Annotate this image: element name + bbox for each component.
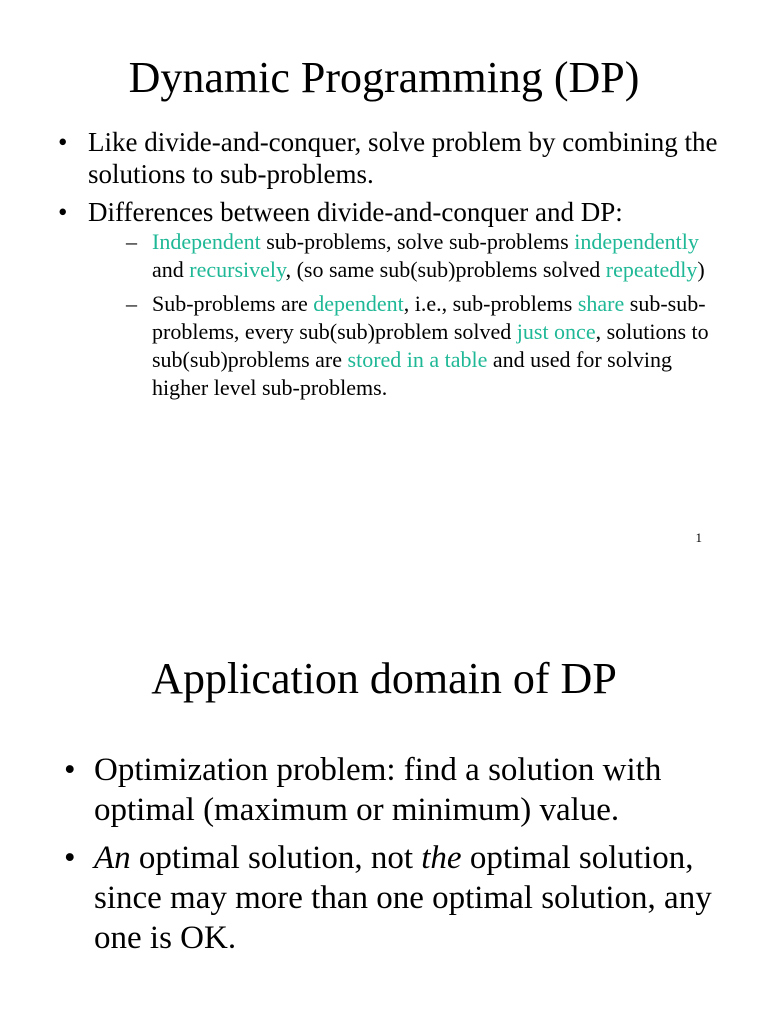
sub-text: sub-sub-problems, every sub(sub)problem solved	[152, 291, 706, 344]
bullet-differences	[58, 196, 738, 402]
sub-text: sub-problems, solve sub-problems	[260, 229, 575, 254]
bullet-an-optimal-solution	[64, 838, 724, 958]
slide-2-title: Application domain of DP	[151, 654, 617, 703]
differences-sub-list	[98, 228, 748, 402]
sub-text: )	[697, 257, 705, 282]
term-independently: independently	[574, 229, 699, 254]
page-number: 1	[695, 530, 702, 545]
emphasis-the: the	[421, 840, 462, 876]
sub-text: Sub-problems are	[152, 291, 314, 316]
slide-1-bullet-list	[58, 126, 738, 408]
term-recursively: recursively	[189, 257, 286, 282]
term-share: share	[577, 291, 625, 316]
sub-text: , solutions to sub(sub)problems are	[152, 319, 709, 372]
bullet-text: optimal solution, since may more than one optimal solution, any one is OK.	[94, 840, 712, 956]
term-just-once: just once	[516, 319, 596, 344]
slide-2	[0, 620, 768, 1024]
term-repeatedly: repeatedly	[605, 257, 698, 282]
bullet-like-divide-and-conquer: • Like divide-and-conquer, solve problem by combining the solutions to sub-problems.	[58, 126, 738, 190]
bullet-optimization-problem: • Optimization problem: find a solution with optimal (maximum or minimum) value.	[64, 750, 724, 830]
sub-text: , (so same sub(sub)problems solved	[285, 257, 606, 282]
slide-1-title: Dynamic Programming (DP)	[128, 53, 640, 102]
bullet-differences-text: Differences between divide-and-conquer and DP:	[88, 197, 623, 227]
sub-text: and	[152, 257, 190, 282]
slide-2-bullet-list	[64, 750, 724, 966]
sub-bullet-independent	[98, 228, 712, 284]
term-stored-in-a-table: stored in a table	[347, 347, 488, 372]
term-dependent: dependent	[313, 291, 404, 316]
sub-bullet-dependent	[98, 290, 712, 402]
emphasis-an: An	[94, 840, 131, 876]
bullet-text: optimal solution, not	[130, 840, 422, 876]
term-independent: Independent	[152, 229, 261, 254]
sub-text: and used for solving higher level sub-problems.	[152, 347, 672, 400]
sub-text: , i.e., sub-problems	[403, 291, 578, 316]
